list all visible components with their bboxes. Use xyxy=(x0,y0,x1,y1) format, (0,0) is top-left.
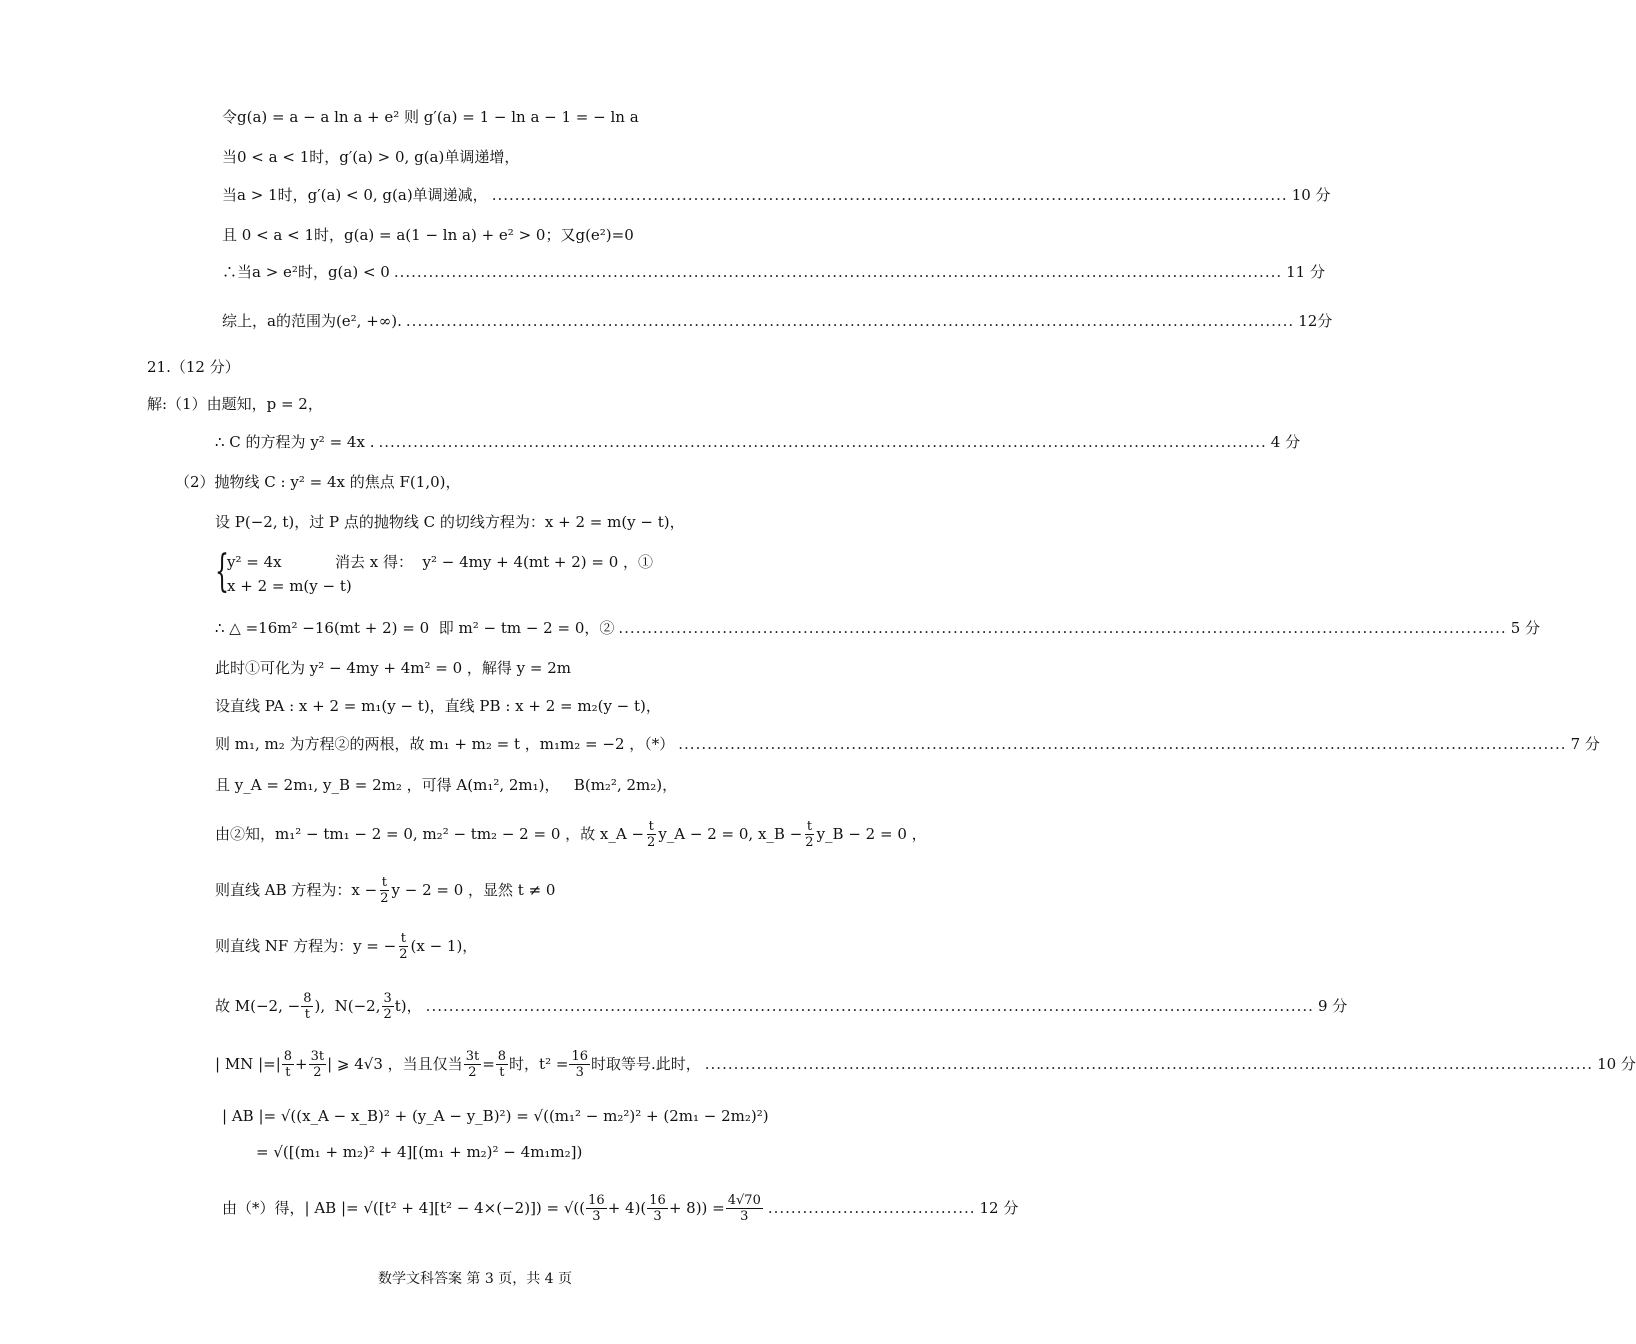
score-label: 4 分 xyxy=(1270,433,1301,451)
dot-leader: .......................................................................................................................................................... xyxy=(678,735,1567,753)
score-label: 12 分 xyxy=(979,1199,1019,1217)
equation: y² = 4x xyxy=(227,553,282,571)
text-line: 时取等号.此时， xyxy=(590,1055,701,1073)
equation-system xyxy=(215,548,855,598)
fraction: $\frac{3t}{2}$ xyxy=(310,1048,325,1080)
text-line: 此时①可化为 y² − 4my + 4m² = 0 ，解得 y = 2m xyxy=(215,659,572,677)
text-line: 当a > 1时，g′(a) < 0, g(a)单调递减， xyxy=(222,186,488,204)
text-line: 则直线 AB 方程为：x − xyxy=(215,881,378,899)
text-line: 则直线 NF 方程为：y = − xyxy=(215,937,397,955)
text-line: （2）抛物线 C : y² = 4x 的焦点 F(1,0)， xyxy=(175,473,461,491)
fraction: $\frac{3t}{2}$ xyxy=(465,1048,480,1080)
text-line: y_B − 2 = 0 ， xyxy=(816,825,927,843)
dot-leader: .......................................................................................................................................... xyxy=(491,186,1288,204)
text-line: ), N(−2, xyxy=(314,997,381,1015)
text-line: 设 P(−2, t)，过 P 点的抛物线 C 的切线方程为：x + 2 = m(y − t)， xyxy=(215,513,685,531)
text-line: 综上，a的范围为(e², +∞). xyxy=(222,312,402,330)
text-line: + xyxy=(295,1055,308,1073)
text-line: 令g(a) = a − a ln a + e² 则 g′(a) = 1 − ln a − 1 = − ln a xyxy=(222,108,639,126)
text-line: 则 m₁, m₂ 为方程②的两根，故 m₁ + m₂ = t ，m₁m₂ = −2 ，（*） xyxy=(215,735,675,753)
text-line: ∴当a > e²时，g(a) < 0 xyxy=(222,263,390,281)
dot-leader: .......................................................................................................................................................... xyxy=(405,312,1295,330)
text-line: 且 0 < a < 1时，g(a) = a(1 − ln a) + e² > 0；又g(e²)=0 xyxy=(222,226,634,244)
dot-leader: .......................................................................................................................................................... xyxy=(425,997,1314,1015)
text-line: 解:（1）由题知，p = 2， xyxy=(147,395,323,413)
score-label: 9 分 xyxy=(1317,997,1348,1015)
fraction: $\frac{16}{3}$ xyxy=(571,1048,588,1080)
fraction: $\frac{3}{2}$ xyxy=(383,990,392,1022)
score-label: 7 分 xyxy=(1570,735,1600,753)
text-line: y − 2 = 0 ，显然 t ≠ 0 xyxy=(391,881,556,899)
fraction: $\frac{t}{2}$ xyxy=(805,818,814,850)
text-line: 由②知，m₁² − tm₁ − 2 = 0, m₂² − tm₂ − 2 = 0 ，故 x_A − xyxy=(215,825,645,843)
text-line: + 8)) = xyxy=(668,1199,725,1217)
equation: = √([(m₁ + m₂)² + 4][(m₁ + m₂)² − 4m₁m₂]) xyxy=(256,1143,583,1161)
text-line: ∴ △ =16m² −16(mt + 2) = 0 即 m² − tm − 2 = 0，② xyxy=(215,619,615,637)
fraction: $\frac{t}{2}$ xyxy=(380,874,389,906)
text-line: 时，t² = xyxy=(509,1055,569,1073)
score-label: 10 分 xyxy=(1597,1055,1636,1073)
text-line: | ⩾ 4√3 ，当且仅当 xyxy=(327,1055,463,1073)
fraction: $\frac{t}{2}$ xyxy=(399,930,408,962)
fraction: $\frac{16}{3}$ xyxy=(588,1192,605,1224)
fraction: $\frac{4√70}{3}$ xyxy=(727,1192,761,1224)
score-label: 10 分 xyxy=(1291,186,1331,204)
text-line: | MN |=| xyxy=(215,1055,281,1073)
text-line: 消去 x 得： y² − 4my + 4(mt + 2) = 0 ，① xyxy=(335,553,654,571)
text-line: = xyxy=(482,1055,495,1073)
brace: { xyxy=(215,546,229,597)
dot-leader: .................................... xyxy=(767,1199,976,1217)
text-line: 当0 < a < 1时，g′(a) > 0, g(a)单调递增， xyxy=(222,148,520,166)
fraction: $\frac{8}{t}$ xyxy=(303,990,312,1022)
dot-leader: .......................................................................................................................................................... xyxy=(378,433,1267,451)
equation: | AB |= √((x_A − x_B)² + (y_A − y_B)²) = √((m₁² − m₂²)² + (2m₁ − 2m₂)²) xyxy=(222,1107,769,1125)
page-footer: 数学文科答案 第 3 页，共 4 页 xyxy=(377,1271,573,1287)
dot-leader: .......................................................................................................................................................... xyxy=(393,263,1283,281)
text-line: 设直线 PA : x + 2 = m₁(y − t)，直线 PB : x + 2 = m₂(y − t)， xyxy=(215,697,661,715)
question-number: 21.（12 分） xyxy=(147,358,240,376)
fraction: $\frac{8}{t}$ xyxy=(283,1048,293,1080)
fraction: $\frac{16}{3}$ xyxy=(649,1192,666,1224)
score-label: 11 分 xyxy=(1286,263,1325,281)
text-line: 由（*）得，| AB |= √([t² + 4][t² − 4×(−2)]) = √(( xyxy=(222,1199,586,1217)
text-line: ∴ C 的方程为 y² = 4x . xyxy=(215,433,375,451)
text-line: t)， xyxy=(394,997,422,1015)
text-line: (x − 1)， xyxy=(410,937,478,955)
dot-leader: .......................................................................................................................................................... xyxy=(704,1055,1594,1073)
text-line: 且 y_A = 2m₁, y_B = 2m₂ ，可得 A(m₁², 2m₁)， B(m₂², 2m₂)， xyxy=(215,776,678,794)
fraction: $\frac{8}{t}$ xyxy=(497,1048,507,1080)
text-line: + 4)( xyxy=(607,1199,647,1217)
text-line: y_A − 2 = 0, x_B − xyxy=(658,825,803,843)
fraction: $\frac{t}{2}$ xyxy=(647,818,656,850)
dot-leader: .......................................................................................................................................................... xyxy=(618,619,1507,637)
score-label: 12分 xyxy=(1298,312,1333,330)
score-label: 5 分 xyxy=(1510,619,1540,637)
text-line: 故 M(−2, − xyxy=(215,997,301,1015)
equation: x + 2 = m(y − t) xyxy=(227,577,352,595)
